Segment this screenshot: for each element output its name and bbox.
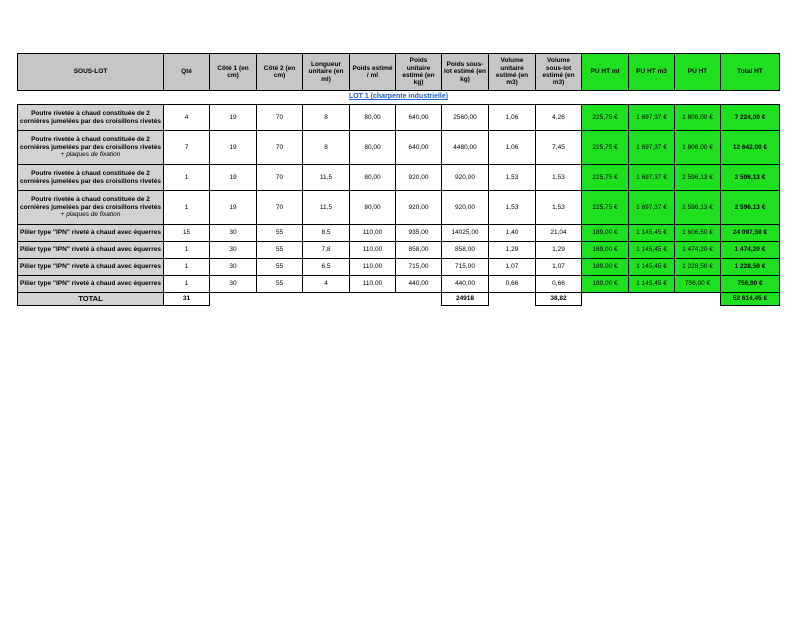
cell-qte: 1 bbox=[164, 276, 210, 293]
lot-row bbox=[18, 91, 780, 105]
total-ht: 52 614,45 € bbox=[721, 293, 780, 306]
cell-longueur: 7,8 bbox=[303, 242, 350, 259]
lot-title-link[interactable]: LOT 1 (charpente industrielle) bbox=[348, 93, 449, 101]
cell-poids-unitaire: 935,00 bbox=[396, 225, 442, 242]
cell-volume-sous-lot: 1,29 bbox=[536, 242, 582, 259]
cell-cote2: 70 bbox=[257, 131, 303, 165]
table-body bbox=[18, 105, 780, 293]
col-poids-sous-lot: Poids sous-lot estimé (en kg) bbox=[442, 54, 489, 91]
cell-pu-ht: 1 228,50 € bbox=[675, 259, 721, 276]
cell-pu-m3: 1 697,37 € bbox=[629, 131, 675, 165]
col-poids-unitaire: Poids unitaire estimé (en kg) bbox=[396, 54, 442, 91]
cell-pu-m3: 1 145,45 € bbox=[629, 225, 675, 242]
cell-volume-unitaire: 1,07 bbox=[489, 259, 536, 276]
cell-qte: 4 bbox=[164, 105, 210, 131]
cell-description bbox=[18, 105, 164, 131]
cell-poids-sous-lot: 14025,00 bbox=[442, 225, 489, 242]
cell-poids-unitaire: 640,00 bbox=[396, 131, 442, 165]
cell-cote2: 70 bbox=[257, 105, 303, 131]
cell-pu-m3: 1 145,45 € bbox=[629, 242, 675, 259]
table-row bbox=[18, 259, 780, 276]
description-text: Poutre rivetée à chaud constituée de 2 cornières jumelées par des croisillons rivetés bbox=[20, 136, 161, 151]
cell-poids-unitaire: 858,00 bbox=[396, 242, 442, 259]
table-row bbox=[18, 131, 780, 165]
cell-poids-ml: 80,00 bbox=[350, 131, 396, 165]
col-cote1: Côté 1 (en cm) bbox=[210, 54, 257, 91]
cell-description bbox=[18, 131, 164, 165]
description-text: Pilier type "IPN" riveté à chaud avec équerres bbox=[20, 229, 161, 237]
cell-poids-ml: 80,00 bbox=[350, 105, 396, 131]
cell-pu-m3: 1 697,37 € bbox=[629, 105, 675, 131]
cell-poids-ml: 80,00 bbox=[350, 191, 396, 225]
cell-poids-sous-lot: 2560,00 bbox=[442, 105, 489, 131]
cell-volume-sous-lot: 1,53 bbox=[536, 165, 582, 191]
cell-description bbox=[18, 165, 164, 191]
cell-volume-sous-lot: 0,66 bbox=[536, 276, 582, 293]
description-note: + plaques de fixation bbox=[60, 211, 121, 219]
cell-volume-unitaire: 1,06 bbox=[489, 105, 536, 131]
cell-total-ht: 2 596,13 € bbox=[721, 191, 780, 225]
cell-total-ht: 24 097,50 € bbox=[721, 225, 780, 242]
cell-cote1: 19 bbox=[210, 165, 257, 191]
cell-volume-unitaire: 1,53 bbox=[489, 191, 536, 225]
cell-cote1: 30 bbox=[210, 259, 257, 276]
cell-longueur: 8 bbox=[303, 105, 350, 131]
cell-total-ht: 756,00 € bbox=[721, 276, 780, 293]
cell-poids-ml: 80,00 bbox=[350, 165, 396, 191]
cell-volume-sous-lot: 7,45 bbox=[536, 131, 582, 165]
cell-volume-sous-lot: 21,04 bbox=[536, 225, 582, 242]
col-total-ht: Total HT bbox=[721, 54, 780, 91]
lot-title-cell bbox=[18, 91, 780, 105]
cell-total-ht: 7 224,00 € bbox=[721, 105, 780, 131]
estimate-table bbox=[17, 53, 780, 306]
cell-volume-unitaire: 1,06 bbox=[489, 131, 536, 165]
cell-pu-m3: 1 697,37 € bbox=[629, 191, 675, 225]
cell-poids-unitaire: 640,00 bbox=[396, 105, 442, 131]
cell-poids-unitaire: 715,00 bbox=[396, 259, 442, 276]
cell-total-ht: 12 642,00 € bbox=[721, 131, 780, 165]
cell-pu-ml: 225,75 € bbox=[582, 131, 629, 165]
description-text: Poutre rivetée à chaud constituée de 2 cornières jumelées par des croisillons rivetés bbox=[20, 196, 161, 211]
description-text: Pilier type "IPN" riveté à chaud avec équerres bbox=[20, 263, 161, 271]
total-gap-3 bbox=[582, 293, 721, 306]
cell-total-ht: 2 596,13 € bbox=[721, 165, 780, 191]
total-poids: 24918 bbox=[442, 293, 489, 306]
cell-pu-ml: 225,75 € bbox=[582, 105, 629, 131]
cell-longueur: 11,5 bbox=[303, 165, 350, 191]
col-pu-ml: PU HT ml bbox=[582, 54, 629, 91]
cell-pu-ml: 225,75 € bbox=[582, 191, 629, 225]
cell-pu-ht: 1 606,50 € bbox=[675, 225, 721, 242]
cell-poids-unitaire: 920,00 bbox=[396, 191, 442, 225]
cell-qte: 1 bbox=[164, 259, 210, 276]
header-row bbox=[18, 54, 780, 91]
cell-total-ht: 1 474,20 € bbox=[721, 242, 780, 259]
total-qte: 31 bbox=[164, 293, 210, 306]
cell-qte: 1 bbox=[164, 165, 210, 191]
cell-poids-sous-lot: 4480,00 bbox=[442, 131, 489, 165]
description-text: Poutre rivetée à chaud constituée de 2 cornières jumelées par des croisillons rivetés bbox=[20, 170, 161, 185]
col-volume-sous-lot: Volume sous-lot estimé (en m3) bbox=[536, 54, 582, 91]
col-sous-lot: SOUS-LOT bbox=[18, 54, 164, 91]
cell-description bbox=[18, 225, 164, 242]
cell-description bbox=[18, 259, 164, 276]
total-row bbox=[18, 293, 780, 306]
cell-qte: 15 bbox=[164, 225, 210, 242]
cell-pu-ht: 1 474,20 € bbox=[675, 242, 721, 259]
cell-description bbox=[18, 242, 164, 259]
cell-cote2: 55 bbox=[257, 242, 303, 259]
cell-pu-ht: 756,00 € bbox=[675, 276, 721, 293]
cell-volume-unitaire: 1,53 bbox=[489, 165, 536, 191]
cell-poids-ml: 110,00 bbox=[350, 225, 396, 242]
cell-poids-unitaire: 440,00 bbox=[396, 276, 442, 293]
cell-volume-sous-lot: 4,26 bbox=[536, 105, 582, 131]
cell-pu-ml: 225,75 € bbox=[582, 165, 629, 191]
cell-pu-ht: 1 806,00 € bbox=[675, 105, 721, 131]
cell-poids-ml: 110,00 bbox=[350, 276, 396, 293]
cell-cote1: 19 bbox=[210, 131, 257, 165]
cell-poids-sous-lot: 920,00 bbox=[442, 165, 489, 191]
cell-poids-sous-lot: 920,00 bbox=[442, 191, 489, 225]
cell-pu-m3: 1 145,45 € bbox=[629, 259, 675, 276]
cell-cote1: 19 bbox=[210, 105, 257, 131]
col-cote2: Côté 2 (en cm) bbox=[257, 54, 303, 91]
cell-volume-unitaire: 1,29 bbox=[489, 242, 536, 259]
col-pu-ht: PU HT bbox=[675, 54, 721, 91]
cell-poids-ml: 110,00 bbox=[350, 259, 396, 276]
cell-pu-ml: 189,00 € bbox=[582, 225, 629, 242]
cell-cote2: 55 bbox=[257, 259, 303, 276]
cell-poids-sous-lot: 440,00 bbox=[442, 276, 489, 293]
cell-cote2: 55 bbox=[257, 225, 303, 242]
cell-poids-unitaire: 920,00 bbox=[396, 165, 442, 191]
cell-cote1: 30 bbox=[210, 276, 257, 293]
total-label: TOTAL bbox=[18, 293, 164, 306]
cell-cote2: 70 bbox=[257, 191, 303, 225]
table-row bbox=[18, 191, 780, 225]
col-longueur: Longueur unitaire (en ml) bbox=[303, 54, 350, 91]
cell-pu-m3: 1 145,45 € bbox=[629, 276, 675, 293]
cell-qte: 1 bbox=[164, 191, 210, 225]
cell-description bbox=[18, 276, 164, 293]
cell-description bbox=[18, 191, 164, 225]
cell-pu-ml: 189,00 € bbox=[582, 242, 629, 259]
cell-volume-sous-lot: 1,07 bbox=[536, 259, 582, 276]
col-poids-ml: Poids estimé / ml bbox=[350, 54, 396, 91]
table-row bbox=[18, 225, 780, 242]
description-text: Pilier type "IPN" riveté à chaud avec équerres bbox=[20, 246, 161, 254]
cell-pu-ht: 2 596,13 € bbox=[675, 191, 721, 225]
cell-volume-unitaire: 0,66 bbox=[489, 276, 536, 293]
cell-total-ht: 1 228,50 € bbox=[721, 259, 780, 276]
cell-poids-sous-lot: 715,00 bbox=[442, 259, 489, 276]
cell-longueur: 8 bbox=[303, 131, 350, 165]
total-gap-1 bbox=[210, 293, 442, 306]
cell-longueur: 6,5 bbox=[303, 259, 350, 276]
col-pu-m3: PU HT m3 bbox=[629, 54, 675, 91]
cell-cote2: 55 bbox=[257, 276, 303, 293]
cell-volume-unitaire: 1,40 bbox=[489, 225, 536, 242]
cell-pu-ht: 1 806,00 € bbox=[675, 131, 721, 165]
cell-cote1: 30 bbox=[210, 225, 257, 242]
cell-qte: 1 bbox=[164, 242, 210, 259]
cell-longueur: 8,5 bbox=[303, 225, 350, 242]
table-row bbox=[18, 165, 780, 191]
table-row bbox=[18, 105, 780, 131]
description-text: Pilier type "IPN" riveté à chaud avec équerres bbox=[20, 280, 161, 288]
cell-cote2: 70 bbox=[257, 165, 303, 191]
total-volume: 38,82 bbox=[536, 293, 582, 306]
table-row bbox=[18, 242, 780, 259]
cell-longueur: 4 bbox=[303, 276, 350, 293]
cell-pu-ht: 2 596,13 € bbox=[675, 165, 721, 191]
cell-pu-ml: 189,00 € bbox=[582, 276, 629, 293]
col-volume-unitaire: Volume unitaire estimé (en m3) bbox=[489, 54, 536, 91]
cell-pu-m3: 1 697,37 € bbox=[629, 165, 675, 191]
cell-volume-sous-lot: 1,53 bbox=[536, 191, 582, 225]
col-qte: Qté bbox=[164, 54, 210, 91]
cell-poids-ml: 110,00 bbox=[350, 242, 396, 259]
cell-cote1: 19 bbox=[210, 191, 257, 225]
cell-pu-ml: 189,00 € bbox=[582, 259, 629, 276]
description-text: Poutre rivetée à chaud constituée de 2 cornières jumelées par des croisillons rivetés bbox=[20, 110, 161, 125]
total-gap-2 bbox=[489, 293, 536, 306]
table-row bbox=[18, 276, 780, 293]
cell-poids-sous-lot: 858,00 bbox=[442, 242, 489, 259]
cell-cote1: 30 bbox=[210, 242, 257, 259]
description-note: + plaques de fixation bbox=[60, 151, 121, 159]
cell-qte: 7 bbox=[164, 131, 210, 165]
cell-longueur: 11,5 bbox=[303, 191, 350, 225]
